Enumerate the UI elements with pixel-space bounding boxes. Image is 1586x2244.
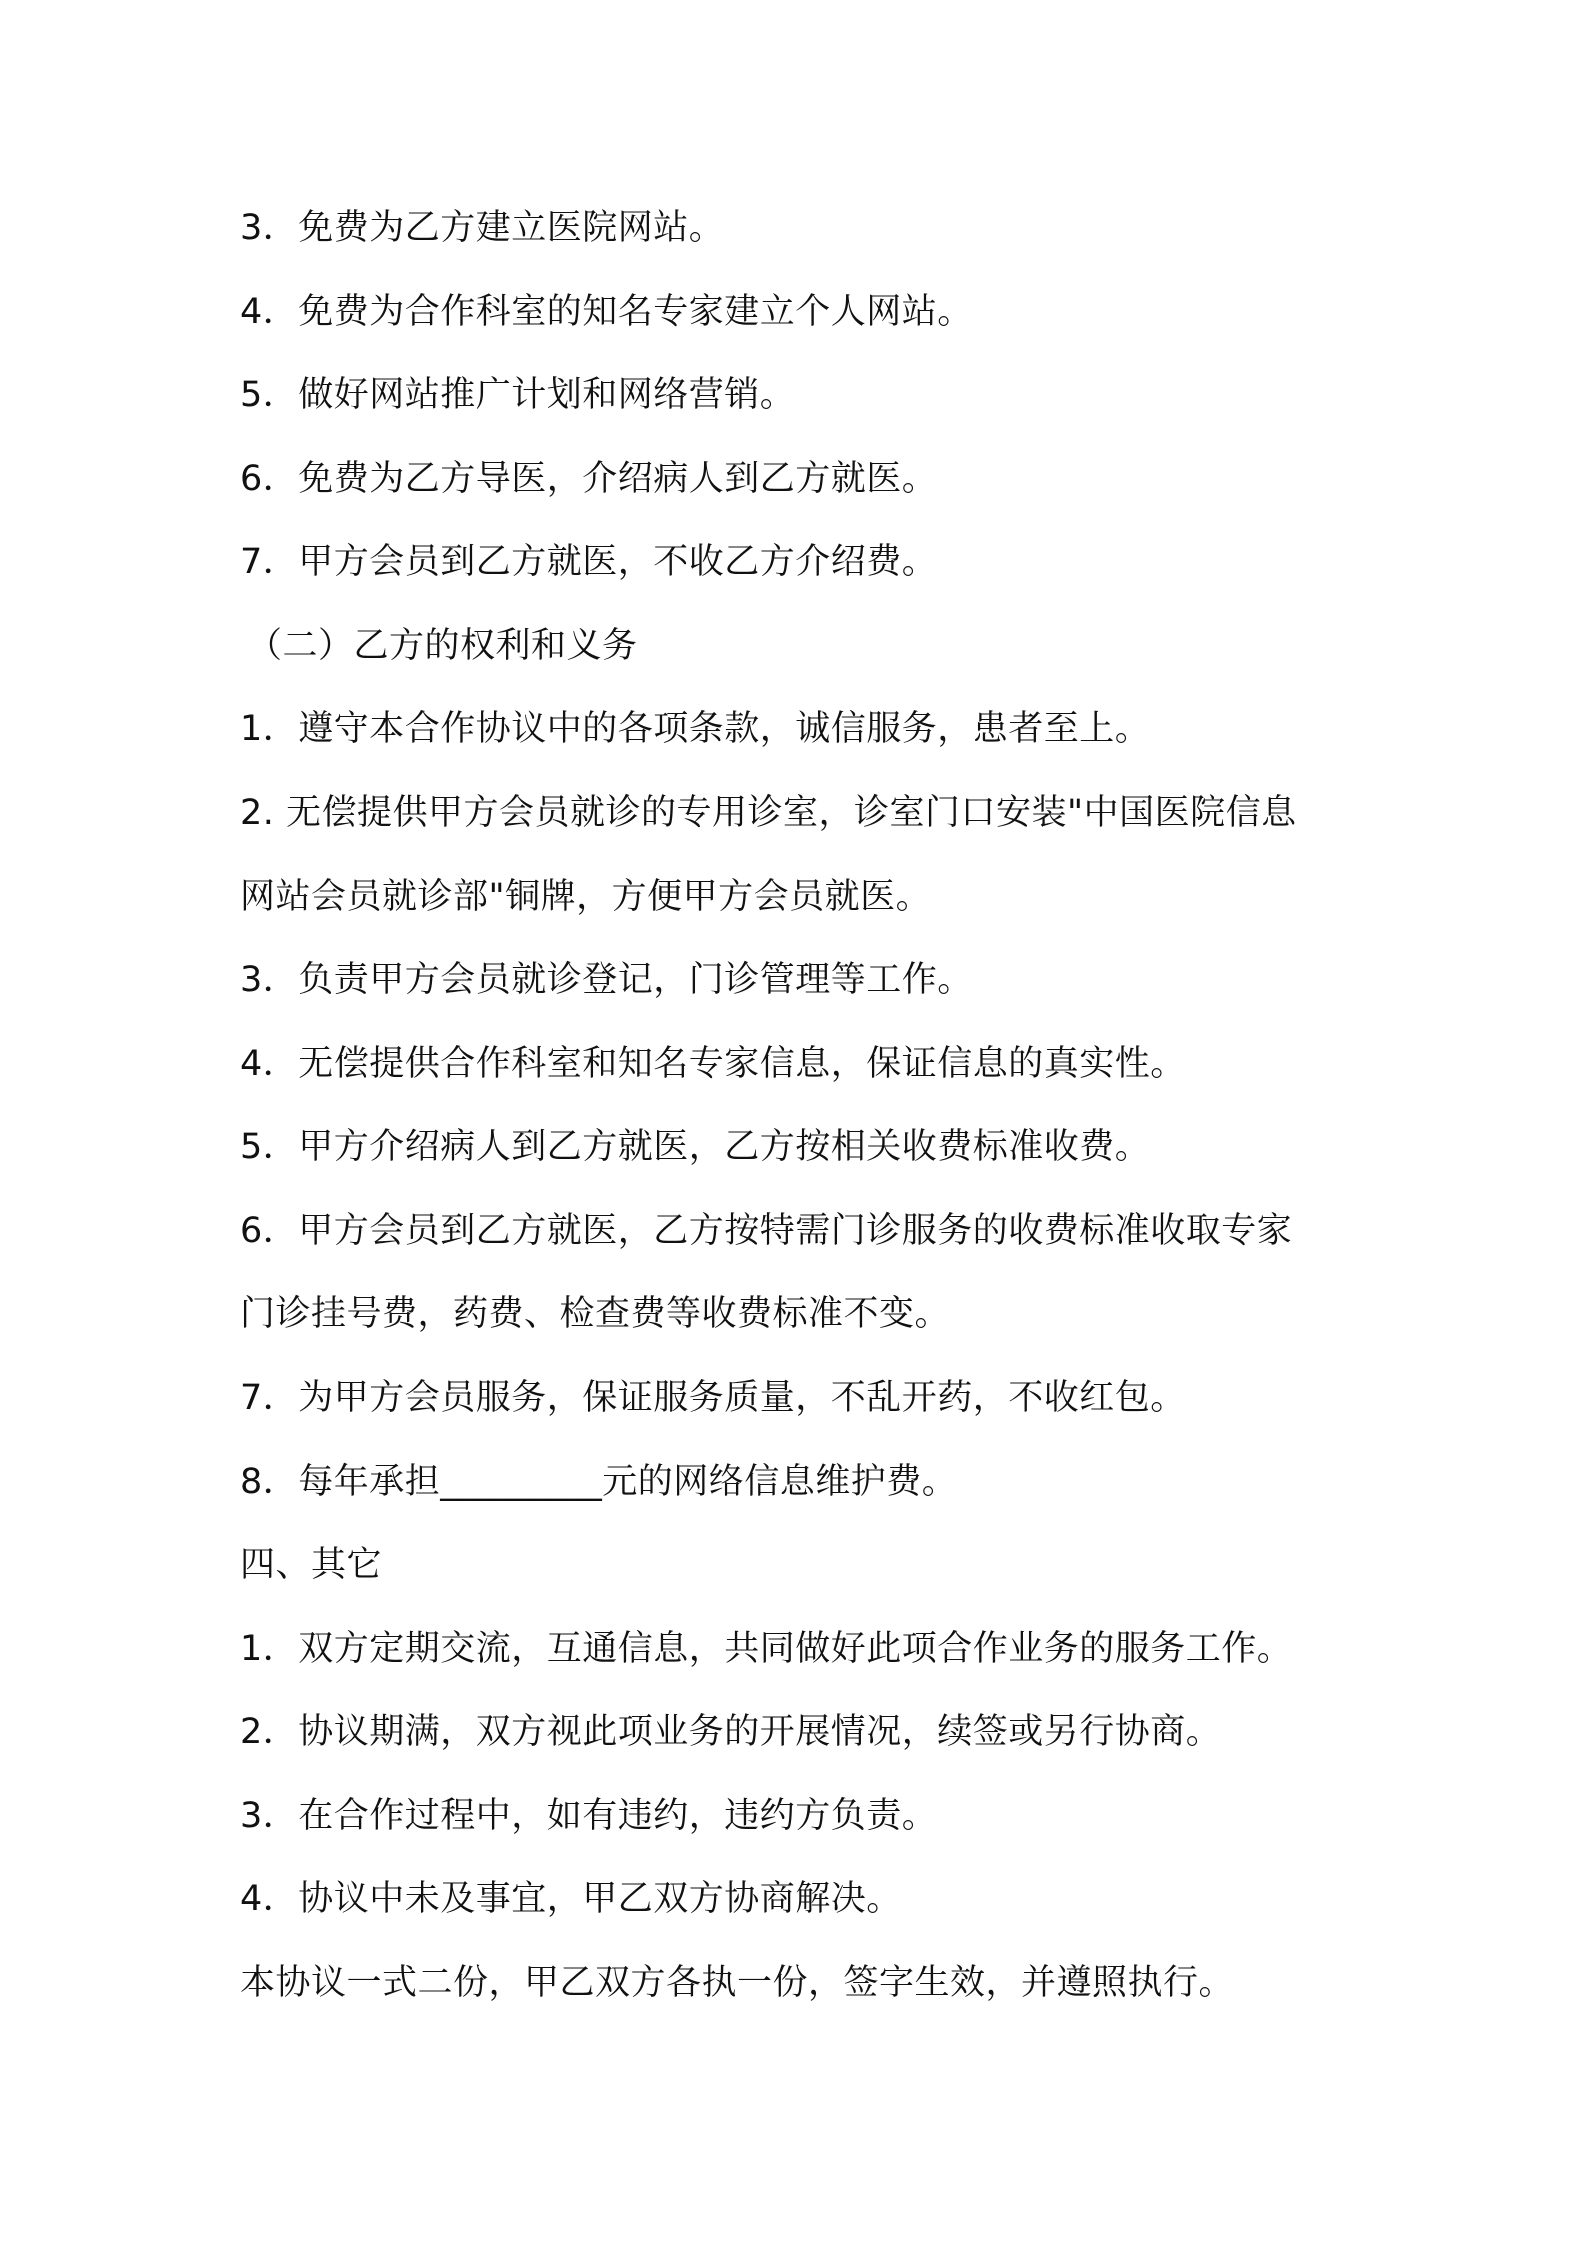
clause-other-3: 3．在合作过程中，如有违约，违约方负责。: [240, 1796, 938, 1836]
clause-other-1: 1．双方定期交流，互通信息，共同做好此项合作业务的服务工作。: [240, 1629, 1293, 1669]
section-heading-other: 四、其它: [240, 1545, 383, 1585]
clause-party-a-4: 4．免费为合作科室的知名专家建立个人网站。: [240, 292, 973, 332]
clause-party-b-3: 3．负责甲方会员就诊登记，门诊管理等工作。: [240, 960, 973, 1000]
clause-party-b-5: 5．甲方介绍病人到乙方就医，乙方按相关收费标准收费。: [240, 1127, 1151, 1167]
clause-party-a-3: 3．免费为乙方建立医院网站。: [240, 208, 725, 248]
clause-party-b-2-line-2: 网站会员就诊部"铜牌，方便甲方会员就医。: [240, 877, 932, 917]
section-heading-party-b: （二）乙方的权利和义务: [247, 626, 638, 666]
clause-party-b-6-line-2: 门诊挂号费，药费、检查费等收费标准不变。: [240, 1294, 951, 1334]
clause-party-b-1: 1．遵守本合作协议中的各项条款，诚信服务，患者至上。: [240, 709, 1151, 749]
clause-party-a-5: 5．做好网站推广计划和网络营销。: [240, 375, 796, 415]
clause-party-a-7: 7．甲方会员到乙方就医，不收乙方介绍费。: [240, 542, 938, 582]
clause-party-b-6-line-1: 6．甲方会员到乙方就医，乙方按特需门诊服务的收费标准收取专家: [240, 1211, 1293, 1251]
clause-other-2: 2．协议期满，双方视此项业务的开展情况，续签或另行协商。: [240, 1712, 1222, 1752]
clause-party-b-8: 8．每年承担_________元的网络信息维护费。: [240, 1462, 958, 1502]
clause-other-4: 4．协议中未及事宜，甲乙双方协商解决。: [240, 1879, 902, 1919]
clause-party-b-7: 7．为甲方会员服务，保证服务质量，不乱开药，不收红包。: [240, 1378, 1186, 1418]
clause-party-b-4: 4．无偿提供合作科室和知名专家信息，保证信息的真实性。: [240, 1044, 1186, 1084]
clause-party-a-6: 6．免费为乙方导医，介绍病人到乙方就医。: [240, 459, 938, 499]
closing-statement: 本协议一式二份，甲乙双方各执一份，签字生效，并遵照执行。: [240, 1963, 1235, 2003]
clause-party-b-2-line-1: 2. 无偿提供甲方会员就诊的专用诊室，诊室门口安装"中国医院信息: [240, 793, 1297, 833]
